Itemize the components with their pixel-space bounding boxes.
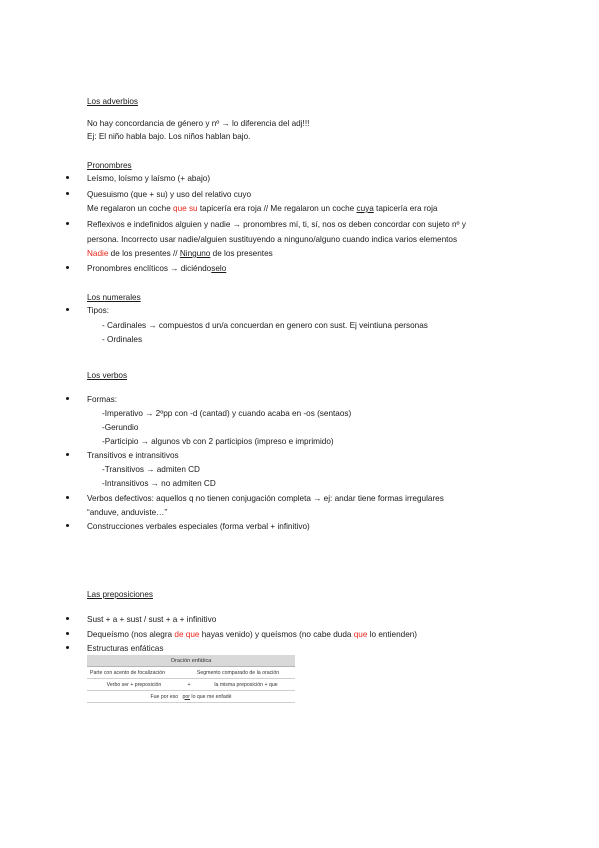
adverbios-line-2: Ej: El niño habla bajo. Los niños hablan bajo. <box>87 132 251 141</box>
pronombres-bullet-1: Leísmo, loísmo y laísmo (+ abajo) <box>87 174 211 183</box>
bullet-icon <box>66 397 69 400</box>
bullet-icon <box>66 496 69 499</box>
table-cell: Fue por eso por lo que me enfadé <box>87 691 295 703</box>
preposiciones-bullet-1: Sust + a + sust / sust + a + infinitivo <box>87 615 217 624</box>
bullet-icon <box>66 632 69 635</box>
pronombres-bullet-2: Quesuismo (que + su) y uso del relativo cuyo <box>87 190 252 199</box>
bullet-icon <box>66 524 69 527</box>
section-heading-verbos: Los verbos <box>87 371 128 380</box>
table-row <box>87 691 295 703</box>
enfatica-table <box>87 655 295 703</box>
verbos-bullet-2: Transitivos e intransitivos <box>87 451 179 460</box>
table-title: Oración enfática <box>87 655 295 667</box>
verbos-bullet-3-line-1: Verbos defectivos: aquellos q no tienen conjugación completa → ej: andar tiene formas irregulares <box>87 494 444 503</box>
pronombres-example: Me regalaron un coche que su tapicería era roja // Me regalaron un coche cuya tapicería era roja <box>87 204 438 213</box>
section-heading-preposiciones: Las preposiciones <box>87 590 153 599</box>
table-row <box>87 679 295 691</box>
table-row <box>87 667 295 679</box>
verbos-sub-5: -Intransitivos → no admiten CD <box>102 479 216 488</box>
verbos-bullet-1: Formas: <box>87 395 118 404</box>
table-cell: Verbo ser + preposición <box>87 679 181 691</box>
bullet-icon <box>66 266 69 269</box>
table-cell: Segmento comparado de la oración <box>181 667 295 679</box>
bullet-icon <box>66 222 69 225</box>
bullet-icon <box>66 308 69 311</box>
bullet-icon <box>66 192 69 195</box>
verbos-sub-1: -Imperativo → 2ºpp con -d (cantad) y cuando acaba en -os (sentaos) <box>102 409 352 418</box>
adverbios-line-1: No hay concordancia de género y nº → lo diferencia del adj!!! <box>87 119 310 128</box>
verbos-sub-4: -Transitivos → admiten CD <box>102 465 200 474</box>
preposiciones-bullet-2: Dequeísmo (nos alegra de que hayas venido) y queísmos (no cabe duda que lo entienden) <box>87 630 418 639</box>
bullet-icon <box>66 617 69 620</box>
section-heading-adverbios: Los adverbios <box>87 97 138 106</box>
pronombres-bullet-3-line-2: persona. Incorrecto usar nadie/alguien sustituyendo a ninguno/alguno cuando indica varios elementos <box>87 235 458 244</box>
section-heading-numerales: Los numerales <box>87 293 141 302</box>
verbos-bullet-4: Construcciones verbales especiales (forma verbal + infinitivo) <box>87 522 310 531</box>
preposiciones-bullet-3: Estructuras enfáticas <box>87 644 164 653</box>
bullet-icon <box>66 453 69 456</box>
verbos-sub-3: -Participio → algunos vb con 2 participios (impreso e imprimido) <box>102 437 334 446</box>
table-cell: + <box>181 679 197 691</box>
numerales-sub-2: - Ordinales <box>102 335 143 344</box>
table-cell: Parte con acento de focalización <box>87 667 181 679</box>
pronombres-bullet-3-line-3: Nadie de los presentes // Ninguno de los presentes <box>87 249 273 258</box>
pronombres-bullet-3-line-1: Reflexivos e indefinidos alguien y nadie → pronombres mí, ti, sí, nos os deben concordar con sujeto nº y <box>87 220 466 229</box>
section-heading-pronombres: Pronombres <box>87 161 132 170</box>
table-header-row <box>87 655 295 667</box>
numerales-sub-1: - Cardinales → compuestos d un/a concuerdan en genero con sust. Ej veintiuna personas <box>102 321 428 330</box>
pronombres-bullet-4: Pronombres enclíticos → diciéndoselo <box>87 264 227 273</box>
verbos-sub-2: -Gerundio <box>102 423 139 432</box>
numerales-bullet-1: Tipos: <box>87 306 109 315</box>
bullet-icon <box>66 646 69 649</box>
verbos-bullet-3-line-2: “anduve, anduviste…” <box>87 508 168 517</box>
table-cell: la misma preposición + que <box>197 679 295 691</box>
bullet-icon <box>66 176 69 179</box>
